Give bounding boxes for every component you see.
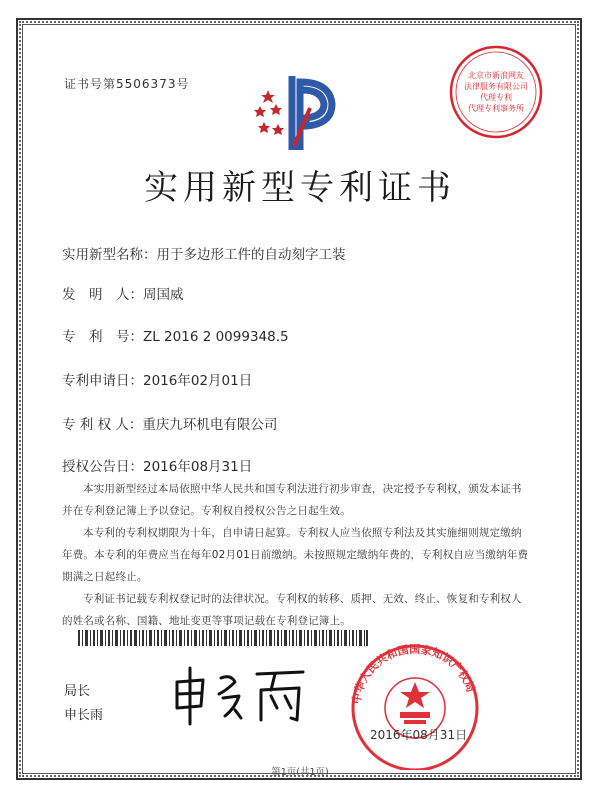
utility-name-value: 用于多边形工件的自动刻字工装 xyxy=(156,247,346,263)
patentee-label: 专 利 权 人： xyxy=(62,417,143,433)
certificate-number xyxy=(64,75,189,92)
patent-no-label: 专 利 号： xyxy=(62,329,143,345)
certificate-body xyxy=(62,478,532,632)
seal-line-1: 北京市新浪网友 xyxy=(468,71,524,80)
body-paragraph-1: 本实用新型经过本局依照中华人民共和国专利法进行初步审查，决定授予专利权，颁发本证书并在专利登记簿上予以登记。专利权自授权公告之日起生效。 xyxy=(62,483,522,517)
filing-date-label: 专利申请日： xyxy=(62,373,143,389)
field-inventor xyxy=(62,283,184,303)
utility-name-label: 实用新型名称： xyxy=(62,247,157,263)
cert-no-value: 5506373 xyxy=(116,77,177,91)
patent-no-value: ZL 2016 2 0099348.5 xyxy=(143,329,289,345)
agency-seal xyxy=(446,42,546,142)
body-paragraph-3: 专利证书记载专利权登记时的法律状况。专利权的转移、质押、无效、终止、恢复和专利权人的姓名或名称、国籍、地址变更等事项记载在专利登记簿上。 xyxy=(62,593,522,627)
field-patent-no xyxy=(62,325,289,345)
seal-date: 2016年08月31日 xyxy=(370,728,468,742)
national-ip-office-seal-icon xyxy=(340,630,490,770)
grant-date-label: 授权公告日： xyxy=(62,459,143,475)
body-paragraph-2: 本专利的专利权期限为十年，自申请日起算。专利权人应当依照专利法及其实施细则规定缴纳年费。本专利的年费应当在每年02月01日前缴纳。未按照规定缴纳年费的，专利权自应当缴纳年费期满之日起终止。 xyxy=(62,527,529,583)
seal-line-2: 法律服务有限公司 xyxy=(464,82,528,91)
field-patentee xyxy=(62,413,277,433)
director-title: 局长 xyxy=(64,684,91,699)
handwritten-signature-icon xyxy=(165,660,315,730)
inventor-value: 周国威 xyxy=(143,287,184,303)
cert-no-suffix: 号 xyxy=(176,77,190,91)
seal-line-3: 代理专利 xyxy=(480,93,512,102)
director-name: 申长雨 xyxy=(64,708,104,723)
barcode-strip xyxy=(78,630,368,646)
patent-office-logo-icon xyxy=(250,68,350,150)
seal-line-4: 代理专利事务所 xyxy=(468,104,524,113)
certificate-title: 实用新型专利证书 xyxy=(144,168,456,208)
filing-date-value: 2016年02月01日 xyxy=(143,373,253,389)
field-grant-date xyxy=(62,455,252,475)
seal-arc-text: 中华人民共和国国家知识产权局 xyxy=(349,642,478,706)
seal-text xyxy=(446,42,546,142)
inventor-label: 发 明 人： xyxy=(62,287,143,303)
field-filing-date xyxy=(62,369,252,389)
grant-date-value: 2016年08月31日 xyxy=(143,459,253,475)
cert-no-label: 证书号第 xyxy=(64,77,117,91)
field-utility-name xyxy=(62,243,346,263)
page-number: 第1页(共1页) xyxy=(271,767,329,778)
patentee-value: 重庆九环机电有限公司 xyxy=(142,417,278,433)
